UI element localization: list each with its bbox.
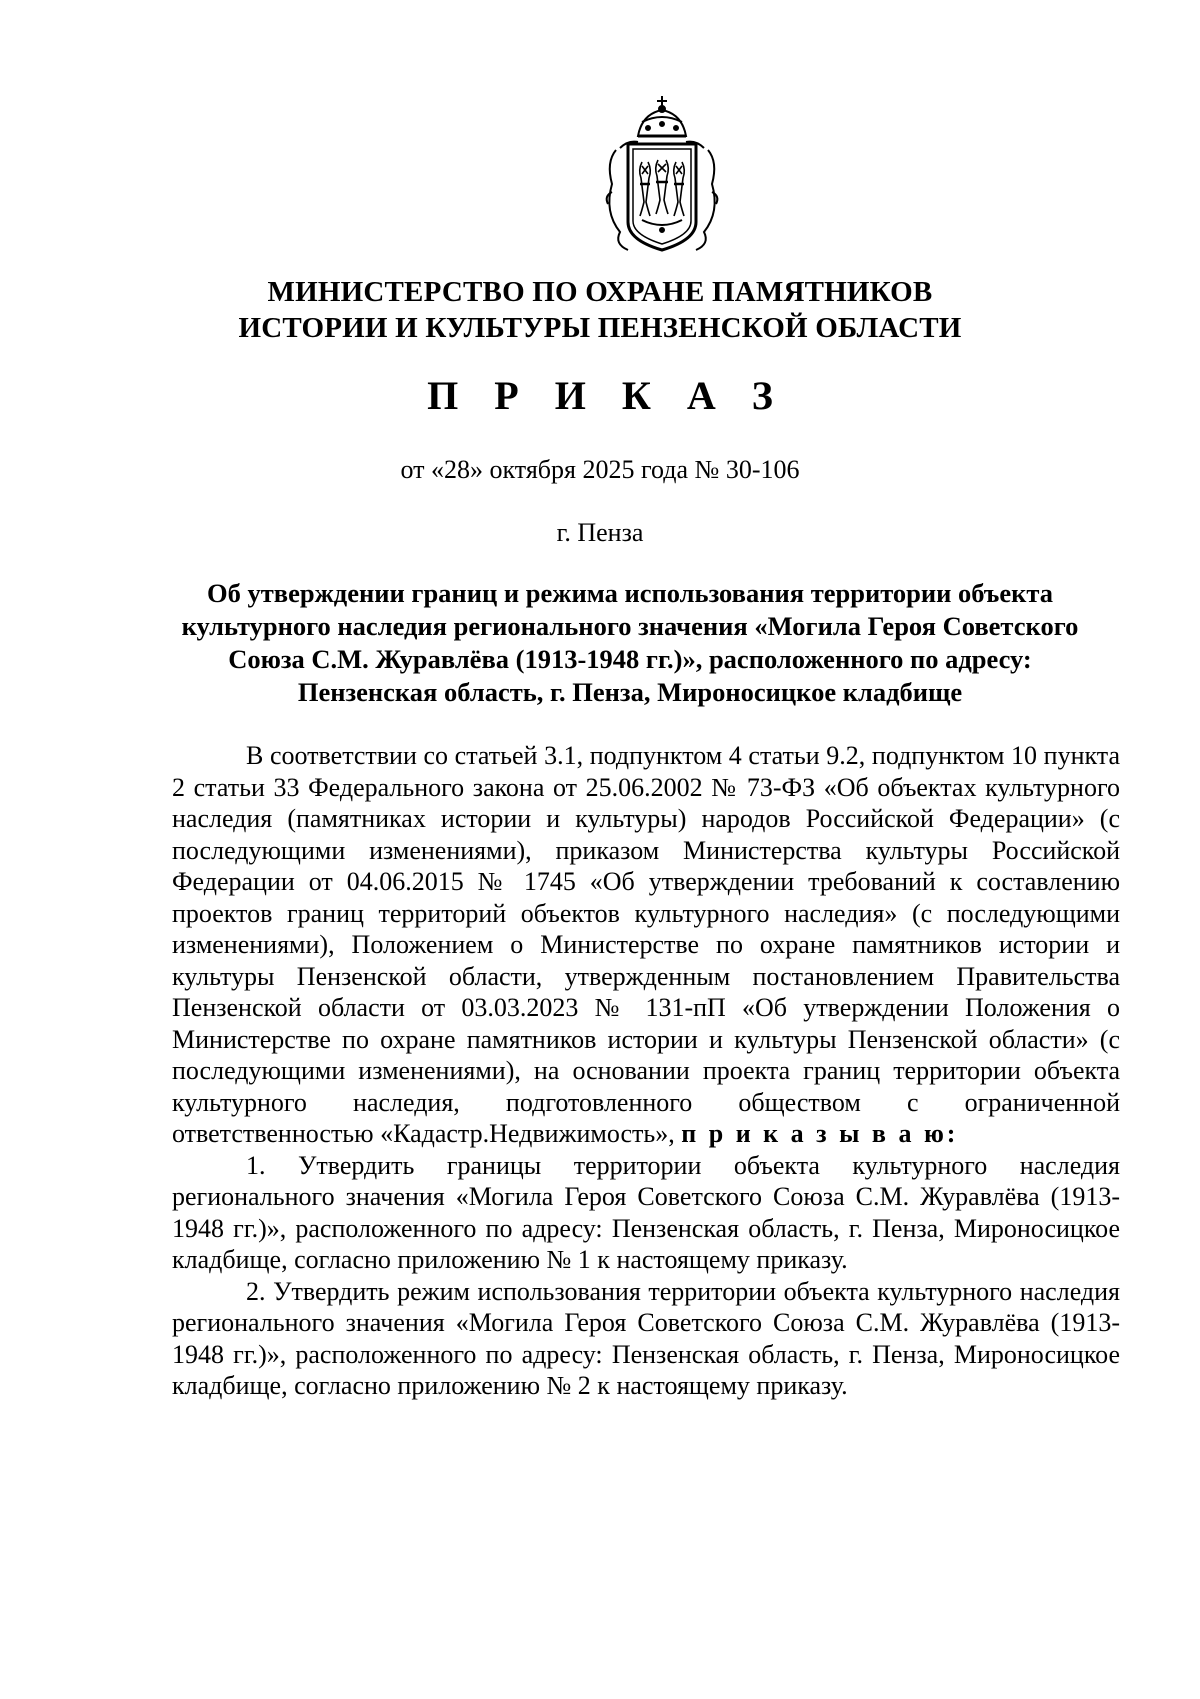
ministry-name bbox=[0, 274, 1200, 346]
order-subject: Об утверждении границ и режима использования территории объекта культурного наследия регионального значения «Могила Героя Советского Союза С.М. Журавлёва (1913-1948 гг.)», расположенного по адресу: Пензенская область, г. Пенза, Мироносицкое кладбище bbox=[181, 578, 1079, 707]
order-date-number: от «28» октября 2025 года № 30-106 bbox=[400, 455, 800, 484]
order-title: П Р И К А З bbox=[427, 373, 786, 418]
penza-coat-of-arms-icon bbox=[598, 92, 726, 260]
order-item-1: 1. Утвердить границы территории объекта культурного наследия регионального значения «Могила Героя Советского Союза С.М. Журавлёва (1913-1948 гг.)», расположенного по адресу: Пензенская область, г. Пенза, Мироносицкое кладбище, согласно приложению № 1 к настоящему приказу. bbox=[172, 1150, 1120, 1274]
preamble-text: В соответствии со статьей 3.1, подпунктом 4 статьи 9.2, подпунктом 10 пункта 2 статьи 33 Федерального закона от 25.06.2002 № 73-ФЗ «Об объектах культурного наследия (памятниках истории и культуры) народов Российской Федерации» (с последующими изменениями), приказом Министерства культуры Российской Федерации от 04.06.2015 № 1745 «Об утверждении требований к составлению проектов границ территорий объектов культурного наследия» (с последующими изменениями), Положением о Министерстве по охране памятников истории и культуры Пензенской области, утвержденным постановлением Правительства Пензенской области от 03.03.2023 № 131-пП «Об утверждении Положения о Министерстве по охране памятников истории и культуры Пензенской области» (с последующими изменениями), на основании проекта границ территории объекта культурного наследия, подготовленного обществом с ограниченной ответственностью «Кадастр.Недвижимость», bbox=[172, 741, 1120, 1148]
order-body bbox=[172, 740, 1120, 1402]
preamble-paragraph bbox=[172, 740, 1120, 1150]
order-item-2: 2. Утвердить режим использования территории объекта культурного наследия регионального значения «Могила Героя Советского Союза С.М. Журавлёва (1913-1948 гг.)», расположенного по адресу: Пензенская область, г. Пенза, Мироносицкое кладбище, согласно приложению № 2 к настоящему приказу. bbox=[172, 1276, 1120, 1400]
ministry-name-line-1: МИНИСТЕРСТВО ПО ОХРАНЕ ПАМЯТНИКОВ bbox=[267, 276, 933, 308]
order-word: п р и к а з ы в а ю: bbox=[681, 1119, 959, 1148]
order-city: г. Пенза bbox=[556, 518, 644, 547]
ministry-name-line-2: ИСТОРИИ И КУЛЬТУРЫ ПЕНЗЕНСКОЙ ОБЛАСТИ bbox=[238, 312, 962, 344]
